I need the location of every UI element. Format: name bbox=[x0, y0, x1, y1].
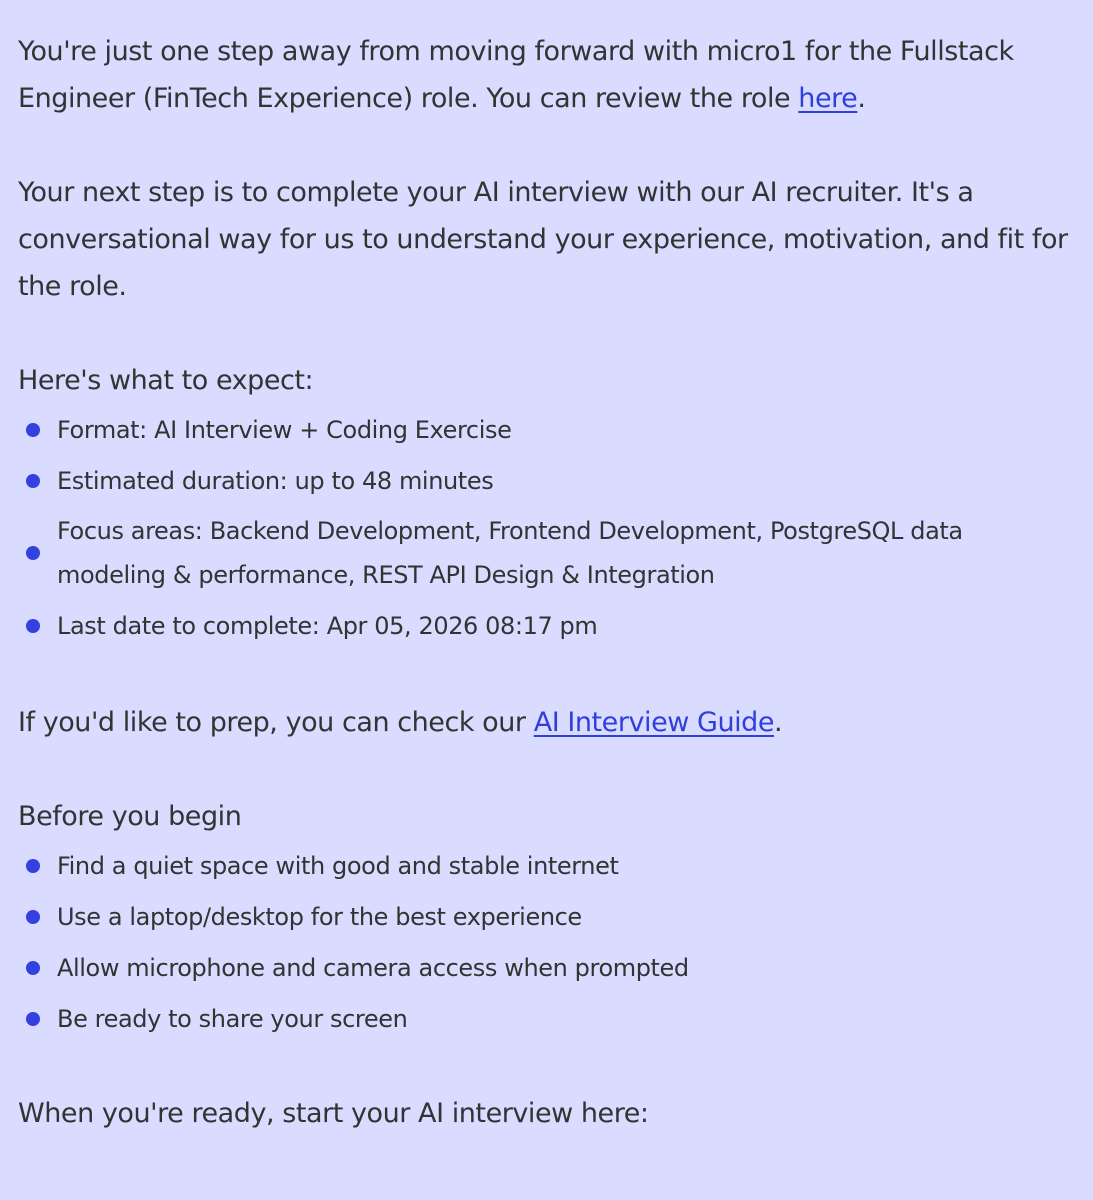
spacer bbox=[18, 746, 1075, 793]
prep-punctuation: . bbox=[774, 707, 783, 738]
bullet-dot-icon bbox=[26, 423, 40, 437]
expect-list bbox=[18, 404, 1075, 651]
before-begin-list bbox=[18, 840, 1075, 1044]
bullet-dot-icon bbox=[26, 910, 40, 924]
role-review-link[interactable]: here bbox=[798, 83, 858, 114]
before-item-permissions: Allow microphone and camera access when prompted bbox=[57, 953, 689, 982]
prep-text: If you'd like to prep, you can check our bbox=[18, 707, 534, 738]
expect-item-format: Format: AI Interview + Coding Exercise bbox=[57, 415, 512, 444]
before-item-quiet-space: Find a quiet space with good and stable internet bbox=[57, 851, 619, 880]
list-item bbox=[18, 942, 1075, 993]
spacer bbox=[18, 1044, 1075, 1090]
list-item bbox=[18, 993, 1075, 1044]
before-item-device: Use a laptop/desktop for the best experience bbox=[57, 902, 582, 931]
intro-punctuation: . bbox=[857, 83, 866, 114]
bullet-dot-icon bbox=[26, 961, 40, 975]
interview-guide-link[interactable]: AI Interview Guide bbox=[533, 707, 775, 738]
prep-paragraph bbox=[18, 699, 1075, 746]
list-item bbox=[18, 600, 1075, 651]
list-item bbox=[18, 455, 1075, 506]
before-item-screen-share: Be ready to share your screen bbox=[57, 1004, 408, 1033]
bullet-dot-icon bbox=[26, 546, 40, 560]
list-item bbox=[18, 404, 1075, 455]
bullet-dot-icon bbox=[26, 474, 40, 488]
bullet-dot-icon bbox=[26, 859, 40, 873]
list-item bbox=[18, 506, 1075, 600]
spacer bbox=[18, 651, 1075, 699]
intro-text: You're just one step away from moving forward with micro1 for the Fullstack Engineer (FinTech Experience) role. You can review the role bbox=[18, 36, 1014, 114]
intro-paragraph bbox=[18, 28, 1075, 122]
next-step-paragraph: Your next step is to complete your AI interview with our AI recruiter. It's a conversational way for us to understand your experience, motivation, and fit for the role. bbox=[18, 177, 1068, 302]
bullet-dot-icon bbox=[26, 1012, 40, 1026]
before-begin-heading: Before you begin bbox=[18, 801, 242, 832]
list-item bbox=[18, 840, 1075, 891]
expect-item-duration: Estimated duration: up to 48 minutes bbox=[57, 466, 494, 495]
closing-paragraph: When you're ready, start your AI interview here: bbox=[18, 1098, 649, 1129]
expect-heading: Here's what to expect: bbox=[18, 365, 314, 396]
bullet-dot-icon bbox=[26, 619, 40, 633]
list-item bbox=[18, 891, 1075, 942]
expect-item-focus-areas: Focus areas: Backend Development, Frontend Development, PostgreSQL data modeling & performance, REST API Design & Integration bbox=[57, 517, 963, 589]
expect-item-deadline: Last date to complete: Apr 05, 2026 08:17 pm bbox=[57, 611, 598, 640]
